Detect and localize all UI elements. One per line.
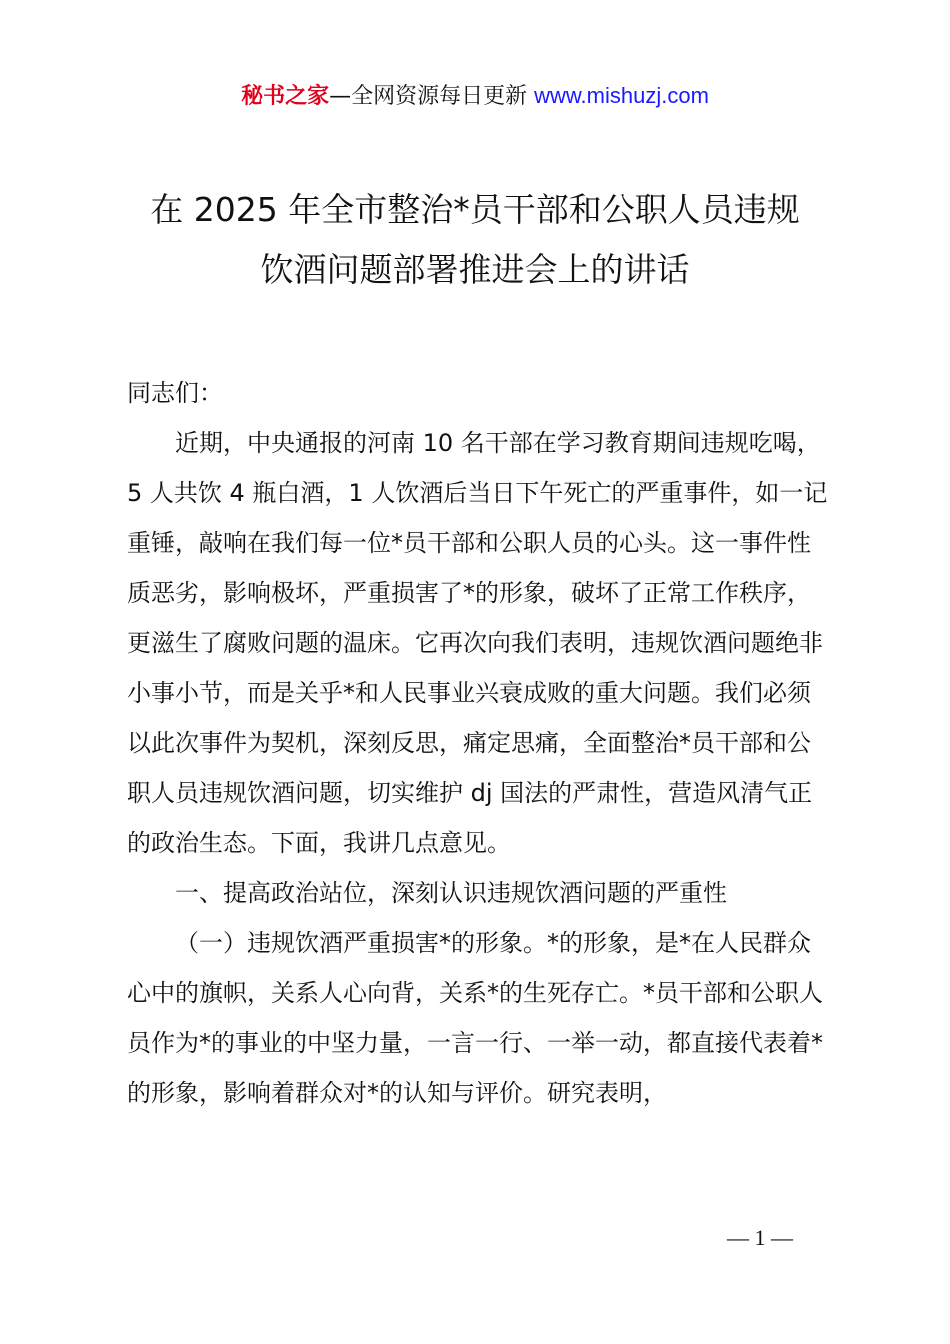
document-body (127, 368, 833, 1118)
title-line-1: 在 2025 年全市整治*员干部和公职人员违规 (150, 190, 800, 229)
title-line-2: 饮酒问题部署推进会上的讲话 (260, 250, 690, 289)
paragraph: （一）违规饮酒严重损害*的形象。*的形象，是*在人民群众心中的旗帜，关系人心向背，关系*的生死存亡。*员干部和公职人员作为*的事业的中坚力量，一言一行、一举一动，都直接代表着*的形象，影响着群众对*的认知与评价。研究表明， (127, 929, 823, 1107)
document-title (0, 180, 950, 300)
page-number: — 1 — (727, 1225, 793, 1250)
section-heading: 一、提高政治站位，深刻认识违规饮酒问题的严重性 (175, 879, 727, 907)
site-tagline: —全网资源每日更新 (329, 84, 528, 109)
paragraph: 近期，中央通报的河南 10 名干部在学习教育期间违规吃喝，5 人共饮 4 瓶白酒，1 人饮酒后当日下午死亡的严重事件，如一记重锤，敲响在我们每一位*员干部和公职人员的心头。这一事件性质恶劣，影响极坏，严重损害了*的形象，破坏了正常工作秩序，更滋生了腐败问题的温床。它再次向我们表明，违规饮酒问题绝非小事小节，而是关乎*和人民事业兴衰成败的重大问题。我们必须以此次事件为契机，深刻反思，痛定思痛，全面整治*员干部和公职人员违规饮酒问题，切实维护 dj 国法的严肃性，营造风清气正的政治生态。下面，我讲几点意见。 (127, 429, 828, 857)
greeting: 同志们： (127, 379, 223, 407)
site-url[interactable]: www.mishuzj.com (534, 83, 709, 108)
site-brand: 秘书之家 (241, 84, 330, 109)
site-header (0, 80, 950, 113)
